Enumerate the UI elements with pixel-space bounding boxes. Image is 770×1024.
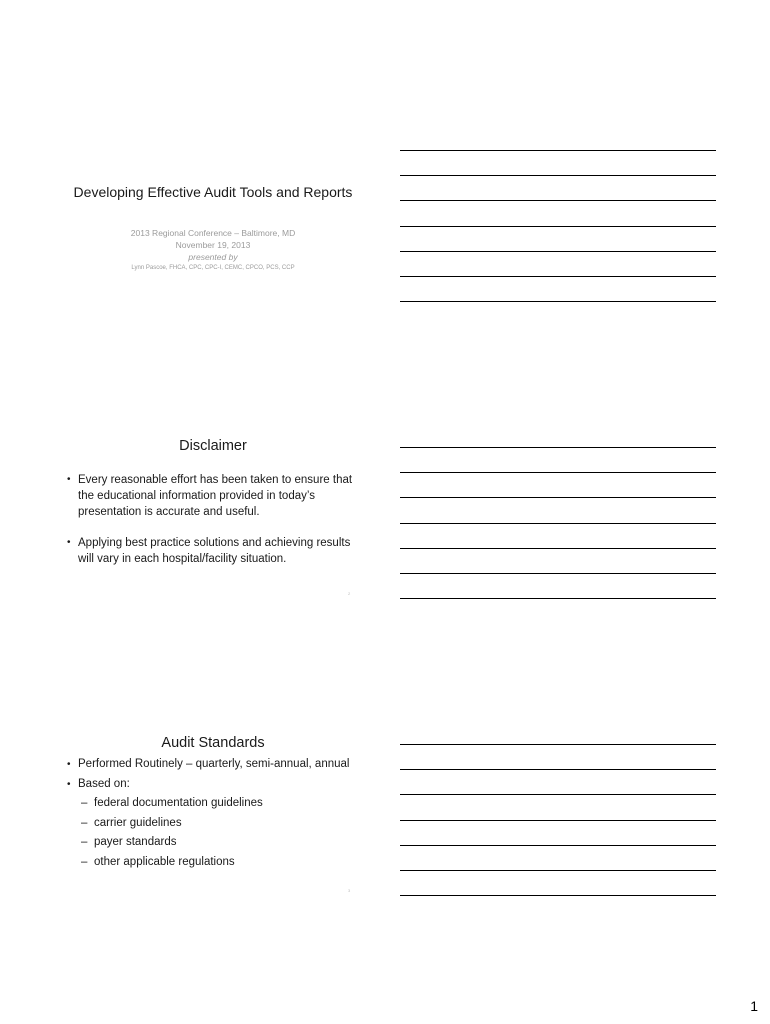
sub-bullet-item: – carrier guidelines — [66, 816, 358, 832]
note-line — [400, 744, 716, 745]
sub-bullet-item: – payer standards — [66, 835, 358, 851]
sub-bullet-item: – federal documentation guidelines — [66, 796, 358, 812]
notes-lines-2 — [400, 447, 716, 623]
note-line — [400, 523, 716, 524]
note-line — [400, 820, 716, 821]
bullet-item: • Every reasonable effort has been taken to ensure that the educational information provided in today’s presentation is accurate and useful. — [66, 472, 358, 520]
note-line — [400, 472, 716, 473]
slide-title: Developing Effective Audit Tools and Reports — [73, 184, 353, 200]
note-line — [400, 497, 716, 498]
slide-number: 2 — [348, 591, 351, 596]
note-line — [400, 175, 716, 176]
note-line — [400, 794, 716, 795]
bullet-list — [66, 472, 358, 567]
note-line — [400, 573, 716, 574]
note-line — [400, 150, 716, 151]
bullet-item: • Performed Routinely – quarterly, semi-annual, annual — [66, 757, 358, 773]
bullet-item: • Applying best practice solutions and achieving results will vary in each hospital/facility situation. — [66, 535, 358, 567]
presented-by-line: presented by — [188, 252, 238, 262]
note-line — [400, 301, 716, 302]
note-line — [400, 895, 716, 896]
notes-lines-1 — [400, 150, 716, 326]
slide-title: Disclaimer — [179, 438, 247, 454]
note-line — [400, 200, 716, 201]
presenter-line: Lynn Pascoe, FHCA, CPC, CPC-I, CEMC, CPCO, PCS, CCP — [131, 265, 295, 271]
note-line — [400, 226, 716, 227]
sub-bullet-item: – other applicable regulations — [66, 855, 358, 871]
slide-subtitle — [58, 227, 368, 273]
conference-line: 2013 Regional Conference – Baltimore, MD — [130, 228, 296, 238]
slide-title: Audit Standards — [161, 735, 265, 751]
note-line — [400, 598, 716, 599]
page-number: 1 — [750, 998, 758, 1014]
bullet-list — [66, 757, 358, 870]
slide-3 — [58, 690, 368, 922]
note-line — [400, 548, 716, 549]
slide-1 — [58, 97, 368, 329]
note-line — [400, 447, 716, 448]
note-line — [400, 276, 716, 277]
note-line — [400, 769, 716, 770]
notes-lines-3 — [400, 744, 716, 920]
date-line: November 19, 2013 — [175, 240, 251, 250]
note-line — [400, 845, 716, 846]
note-line — [400, 870, 716, 871]
bullet-item: • Based on: — [66, 777, 358, 793]
slide-2 — [58, 393, 368, 625]
note-line — [400, 251, 716, 252]
slide-number: 3 — [348, 888, 351, 893]
